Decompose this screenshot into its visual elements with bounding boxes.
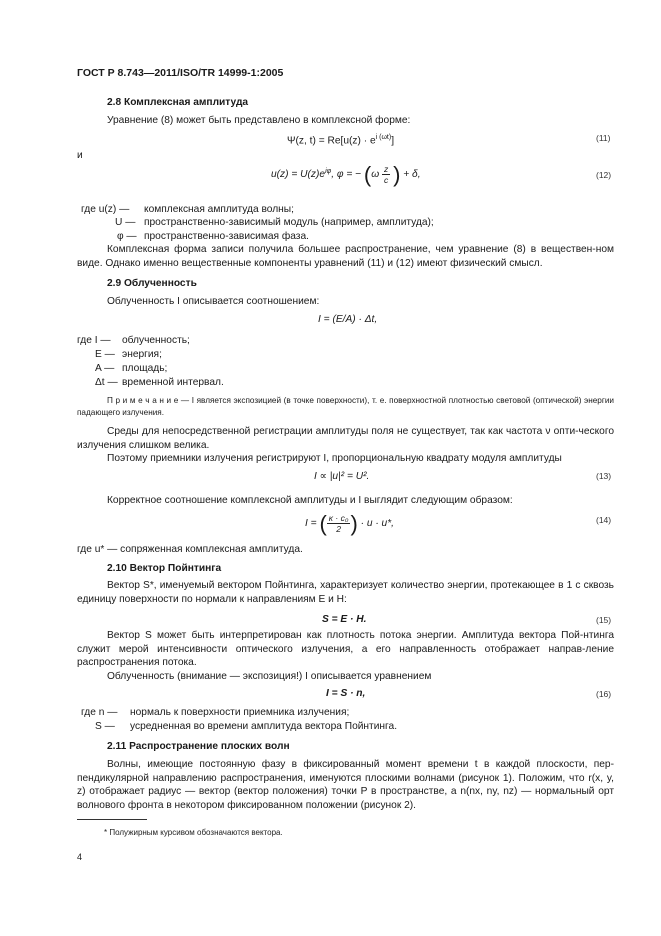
equation-16: I = S · n,: [326, 688, 366, 699]
equation-12: $u(z) = U(z)e^{i\varphi}$, φ = − (ω $\frac{z}{c}$ ) + δ,: [271, 162, 421, 187]
s28-intro: Уравнение (8) может быть представлено в комплексной форме:: [107, 115, 411, 126]
s28-paragraph: Комплексная форма записи получила большее распространение, чем уравнение (8) в веществен-ном виде. Однако именно вещественные компоненты уравнений (11) и (12) имеют физический смысл.: [77, 244, 614, 269]
s210-paragraph-3: Облученность (внимание — экспозиция!) I описывается уравнением: [107, 671, 432, 682]
where-dt-label: Δt —: [95, 377, 118, 388]
where-n-label: где n —: [81, 707, 118, 718]
s211-paragraph: Волны, имеющие постоянную фазу в фиксированный момент времени t в каждой плоскости, пер-пендикулярной направлению распространения, именуются плоскими волнами (рисунок 1). Положим, что r(x, y, z) отображает радиус — вектор (вектор положения) точки P в пространстве, а n(nx, ny, nz) — нормальный орт волнового фронта в некотором фиксированном положении (рисунок 2).: [77, 759, 614, 811]
equation-number-14: (14): [596, 515, 612, 525]
where-E-desc: энергия;: [122, 349, 162, 360]
s29-paragraph-2: Поэтому приемники излучения регистрируют I, пропорциональную квадрату модуля амплитуды: [107, 453, 562, 464]
where-U-desc: пространственно-зависимый модуль (например, амплитуда);: [144, 217, 434, 228]
equation-number-13: (13): [596, 471, 612, 481]
where-A-desc: площадь;: [122, 363, 168, 374]
equation-number-16: (16): [596, 689, 612, 699]
equation-irradiance: I = (E/A) · Δt,: [318, 314, 378, 325]
equation-13: I ∝ |u|² = U².: [314, 471, 370, 482]
section-heading-2-11: 2.11 Распространение плоских волн: [107, 741, 290, 752]
where-u-label: где u(z) —: [81, 204, 130, 215]
equation-number-11: (11): [596, 133, 611, 143]
equation-11: Ψ(z, $t) = Re[u(z) \cdot e^{i (\omega t)}]$: [287, 134, 395, 147]
s29-intro: Облученность I описывается соотношением:: [107, 296, 320, 307]
document-header: ГОСТ Р 8.743—2011/ISO/TR 14999-1:2005: [77, 67, 284, 79]
where-A-label: A —: [95, 363, 115, 374]
where-phi-label: φ —: [117, 231, 137, 242]
equation-number-12: (12): [596, 170, 612, 180]
where-u-desc: комплексная амплитуда волны;: [144, 204, 294, 215]
section-heading-2-9: 2.9 Облученность: [107, 278, 197, 289]
where-S-label: S —: [95, 721, 115, 732]
section-heading-2-8: 2.8 Комплексная амплитуда: [107, 97, 249, 108]
footnote: * Полужирным курсивом обозначаются вектора.: [104, 828, 283, 837]
where-u-star: где u* — сопряженная комплексная амплитуда.: [77, 544, 303, 555]
s29-paragraph-1: Среды для непосредственной регистрации амплитуды поля не существует, так как частота ν опти-ческого излучения слишком велика.: [77, 426, 614, 451]
where-E-label: E —: [95, 349, 115, 360]
where-n-desc: нормаль к поверхности приемника излучения;: [130, 707, 350, 718]
equation-14: I = ( $\frac{\text{κ · c₀}}{2}$ ) · u · u*,: [305, 511, 395, 536]
where-I-desc: облученность;: [122, 335, 190, 346]
where-S-desc: усредненная во времени амплитуда вектора Пойнтинга.: [130, 721, 398, 732]
where-I-label: где I —: [77, 335, 111, 346]
equation-number-15: (15): [596, 615, 612, 625]
s29-paragraph-3: Корректное соотношение комплексной амплитуды и I выглядит следующим образом:: [107, 495, 513, 506]
equation-15: S = E · H.: [322, 614, 367, 625]
s210-paragraph-2: Вектор S может быть интерпретирован как плотность потока энергии. Амплитуда вектора Пой-нтинга служит мерой интенсивности оптического излучения, а его направленность отображает направ-ление распространения потока.: [77, 630, 614, 669]
where-dt-desc: временной интервал.: [122, 377, 224, 388]
s29-note: П р и м е ч а н и е — I является экспозицией (в точке поверхности), т. е. поверхностной плотностью световой (оптической) энергии падающего излучения.: [77, 396, 614, 417]
s210-paragraph-1: Вектор S*, именуемый вектором Пойнтинга, характеризует количество энергии, протекающее в 1 с сквозь единицу поверхности по нормали к направлениям E и H:: [77, 580, 614, 605]
conjunction-and: и: [77, 150, 83, 161]
page-number: 4: [77, 852, 83, 862]
footnote-divider: [77, 819, 147, 820]
section-heading-2-10: 2.10 Вектор Пойнтинга: [107, 563, 222, 574]
where-phi-desc: пространственно-зависимая фаза.: [144, 231, 309, 242]
where-U-label: U —: [115, 217, 136, 228]
